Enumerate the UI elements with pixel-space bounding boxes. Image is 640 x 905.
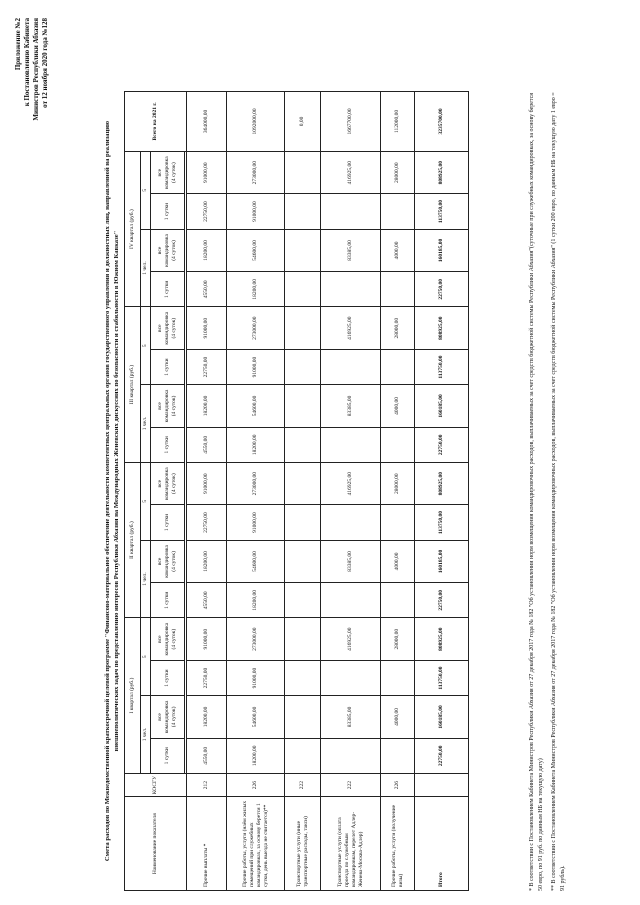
day-header: 1 сутки	[151, 660, 185, 695]
total-cell: 113750,00	[415, 505, 469, 540]
trip-header: все командировка (4 суток)	[151, 462, 185, 505]
row-kosgu: 222	[285, 773, 321, 796]
table-cell	[285, 583, 321, 618]
day-header: 1 сутки	[151, 350, 185, 385]
table-cell: 4000,00	[381, 696, 415, 739]
row-name: Транспортные услуги (оплата проезда по служебным командировкам, перелет Адлер-Женева-Москва-Адлер)	[321, 797, 381, 891]
quarter-header: II квартал (руб.)	[125, 462, 141, 617]
table-cell: 28000,00	[381, 151, 415, 194]
table-cell	[285, 540, 321, 583]
table-cell: 18200,00	[187, 385, 227, 428]
total-cell: 808925,00	[415, 307, 469, 350]
table-cell	[381, 194, 415, 229]
document-title: Смета расходов по Межведомственной краткосрочной целевой программе "Финансово-материальное обеспечение деятельности компетентных центральных органов государственного управления и должностных лиц, направленной на реализацию внешнеполитических задач по представлению интересов Республики Абхазия на Международных Женевских дискуссиях по безопасности и стабильности в Южном Кавказе"	[104, 120, 120, 862]
five-persons-header: 5	[141, 307, 151, 385]
table-cell: 273000,00	[227, 618, 285, 661]
total-cell: 160185,00	[415, 229, 469, 272]
table-cell: 18200,00	[227, 583, 285, 618]
table-cell	[321, 350, 381, 385]
table-cell: 18200,00	[227, 738, 285, 773]
table-cell: 273000,00	[227, 462, 285, 505]
table-cell	[321, 583, 381, 618]
table-cell: 83385,00	[321, 229, 381, 272]
table-cell	[285, 696, 321, 739]
table-cell: 28000,00	[381, 307, 415, 350]
table-cell: 91000,00	[187, 462, 227, 505]
table-cell: 4550,00	[187, 427, 227, 462]
trip-header: все командировка (4 суток)	[151, 385, 185, 428]
col-header-name: Наименование показателя	[125, 797, 187, 891]
table-row	[227, 92, 285, 891]
total-row-kosgu	[415, 773, 469, 796]
table-row	[285, 92, 321, 891]
table-cell: 4550,00	[187, 272, 227, 307]
table-cell	[285, 350, 321, 385]
table-cell	[285, 660, 321, 695]
day-header: 1 сутки	[151, 738, 185, 773]
quarter-header: IV квартал (руб.)	[125, 151, 141, 307]
col-header-total: Всего на 2021 г.	[125, 92, 187, 152]
table-row	[381, 92, 415, 891]
one-person-header: 1 чел.	[141, 696, 151, 774]
day-header: 1 сутки	[151, 583, 185, 618]
total-cell: 22750,00	[415, 583, 469, 618]
table-cell	[285, 462, 321, 505]
table-cell: 4550,00	[187, 738, 227, 773]
table-cell	[381, 350, 415, 385]
table-cell: 54600,00	[227, 385, 285, 428]
appendix-date: от 12 ноября 2020 года №128	[41, 18, 49, 108]
table-cell: 4550,00	[187, 583, 227, 618]
table-cell	[381, 505, 415, 540]
day-header: 1 сутки	[151, 272, 185, 307]
table-cell	[285, 229, 321, 272]
table-cell: 91000,00	[227, 505, 285, 540]
table-cell	[321, 738, 381, 773]
total-row-name: Итого	[415, 797, 469, 891]
appendix-header	[14, 18, 50, 121]
quarter-header: III квартал (руб.)	[125, 307, 141, 463]
footnote-2: ** В соответствии с Постановлением Кабинета Министров Республики Абхазия от 27 декабря 2017 года № 182 "Об установлении норм возмещения командировочных расходов, выплачиваемых за счет средств бюджетной системы Республики Абхазия" (1 сутки 200 евро, по данным НБ на текущую дату 1 евро = 91 рубль).	[551, 92, 566, 891]
table-cell	[321, 660, 381, 695]
table-row	[187, 92, 227, 891]
row-name: Прочие работы, услуги (получение визы)	[381, 797, 415, 891]
table-cell	[381, 427, 415, 462]
footnotes	[528, 91, 572, 891]
row-total: 1092000,00	[227, 92, 285, 152]
total-cell: 113750,00	[415, 194, 469, 229]
table-cell: 91000,00	[227, 660, 285, 695]
table-cell: 28000,00	[381, 618, 415, 661]
appendix-to-resolution: к Постановлению Кабинета	[23, 18, 31, 107]
row-total: 364000,00	[187, 92, 227, 152]
table-cell	[285, 618, 321, 661]
table-cell: 4000,00	[381, 540, 415, 583]
budget-table	[124, 91, 469, 891]
row-name: Прочие выплаты *	[187, 797, 227, 891]
table-cell: 83385,00	[321, 385, 381, 428]
table-cell: 28000,00	[381, 462, 415, 505]
row-kosgu: 222	[321, 773, 381, 796]
total-cell: 808925,00	[415, 462, 469, 505]
col-header-kosgu: КОСГУ	[125, 773, 187, 796]
table-cell: 54600,00	[227, 229, 285, 272]
table-cell	[285, 307, 321, 350]
table-cell: 54600,00	[227, 696, 285, 739]
table-cell: 22750,00	[187, 350, 227, 385]
table-cell: 91000,00	[227, 350, 285, 385]
table-cell: 91000,00	[187, 618, 227, 661]
quarter-header: I квартал (руб.)	[125, 618, 141, 774]
table-cell: 4000,00	[381, 229, 415, 272]
appendix-number: Приложение №2	[14, 18, 22, 71]
table-cell	[285, 505, 321, 540]
table-cell: 91000,00	[227, 194, 285, 229]
five-persons-header: 5	[141, 618, 151, 696]
day-header: 1 сутки	[151, 505, 185, 540]
total-cell: 22750,00	[415, 738, 469, 773]
table-cell	[285, 427, 321, 462]
total-cell: 22750,00	[415, 427, 469, 462]
table-cell	[381, 272, 415, 307]
table-cell	[381, 738, 415, 773]
one-person-header: 1 чел.	[141, 540, 151, 618]
table-cell: 416925,00	[321, 462, 381, 505]
table-cell	[381, 583, 415, 618]
one-person-header: 1 чел.	[141, 385, 151, 463]
table-cell: 18200,00	[227, 272, 285, 307]
trip-header: все командировка (4 суток)	[151, 540, 185, 583]
trip-header: все командировка (4 суток)	[151, 307, 185, 350]
day-header: 1 сутки	[151, 194, 185, 229]
trip-header: все командировка (4 суток)	[151, 696, 185, 739]
table-cell: 18200,00	[187, 540, 227, 583]
table-cell	[285, 151, 321, 194]
total-cell: 113750,00	[415, 350, 469, 385]
total-cell: 113750,00	[415, 660, 469, 695]
table-cell	[285, 272, 321, 307]
table-cell: 273000,00	[227, 151, 285, 194]
table-cell: 18200,00	[187, 229, 227, 272]
total-row	[415, 92, 469, 891]
day-header: 1 сутки	[151, 427, 185, 462]
table-cell: 22750,00	[187, 505, 227, 540]
table-cell: 22750,00	[187, 660, 227, 695]
row-kosgu: 226	[381, 773, 415, 796]
row-name: Прочие работы, услуги (наём жилых помещений при служебных командировках, за основу берется 1 сутки, день выезда не считается)**	[227, 797, 285, 891]
table-cell	[285, 385, 321, 428]
table-cell: 4000,00	[381, 385, 415, 428]
total-cell: 22750,00	[415, 272, 469, 307]
row-total: 0,00	[285, 92, 321, 152]
table-cell	[285, 194, 321, 229]
table-cell: 273000,00	[227, 307, 285, 350]
table-cell	[381, 660, 415, 695]
one-person-header: 1 чел.	[141, 229, 151, 307]
table-cell: 83385,00	[321, 540, 381, 583]
table-cell: 91000,00	[187, 307, 227, 350]
table-cell: 22750,00	[187, 194, 227, 229]
grand-total: 3235700,00	[415, 92, 469, 152]
table-cell: 416925,00	[321, 151, 381, 194]
total-cell: 160185,00	[415, 540, 469, 583]
appendix-ministry: Министров Республики Абхазия	[32, 18, 40, 121]
total-cell: 808925,00	[415, 151, 469, 194]
row-name: Транспортные услуги (иные транспортные расходы, такси)	[285, 797, 321, 891]
table-row	[321, 92, 381, 891]
table-cell	[321, 194, 381, 229]
total-cell: 808925,00	[415, 618, 469, 661]
table-cell	[321, 427, 381, 462]
table-cell: 54600,00	[227, 540, 285, 583]
row-kosgu: 212	[187, 773, 227, 796]
table-cell: 18200,00	[227, 427, 285, 462]
trip-header: все командировка (4 суток)	[151, 618, 185, 661]
table-cell: 18200,00	[187, 696, 227, 739]
table-cell: 83385,00	[321, 696, 381, 739]
table-cell: 416925,00	[321, 307, 381, 350]
table-cell	[321, 505, 381, 540]
total-cell: 160185,00	[415, 696, 469, 739]
row-kosgu: 226	[227, 773, 285, 796]
trip-header: все командировка (4 суток)	[151, 229, 185, 272]
five-persons-header: 5	[141, 151, 151, 229]
table-cell: 416925,00	[321, 618, 381, 661]
five-persons-header: 5	[141, 462, 151, 540]
footnote-1: * В соответствии с Постановлением Кабинета Министров Республики Абхазия от 27 декабря 2017 года № 182 "Об установлении норм возмещения командировочных расходов, выплачиваемых за счет средств бюджетной системы Республики Абхазия"(суточные при служебных командировках, за основу берется 50 евро, по 91 руб. по данным НБ на текущую дату)	[529, 92, 544, 891]
row-total: 112000,00	[381, 92, 415, 152]
trip-header: все командировка (4 суток)	[151, 151, 185, 194]
table-cell	[285, 738, 321, 773]
total-cell: 160185,00	[415, 385, 469, 428]
table-cell	[321, 272, 381, 307]
table-cell: 91000,00	[187, 151, 227, 194]
row-total: 1667700,00	[321, 92, 381, 152]
